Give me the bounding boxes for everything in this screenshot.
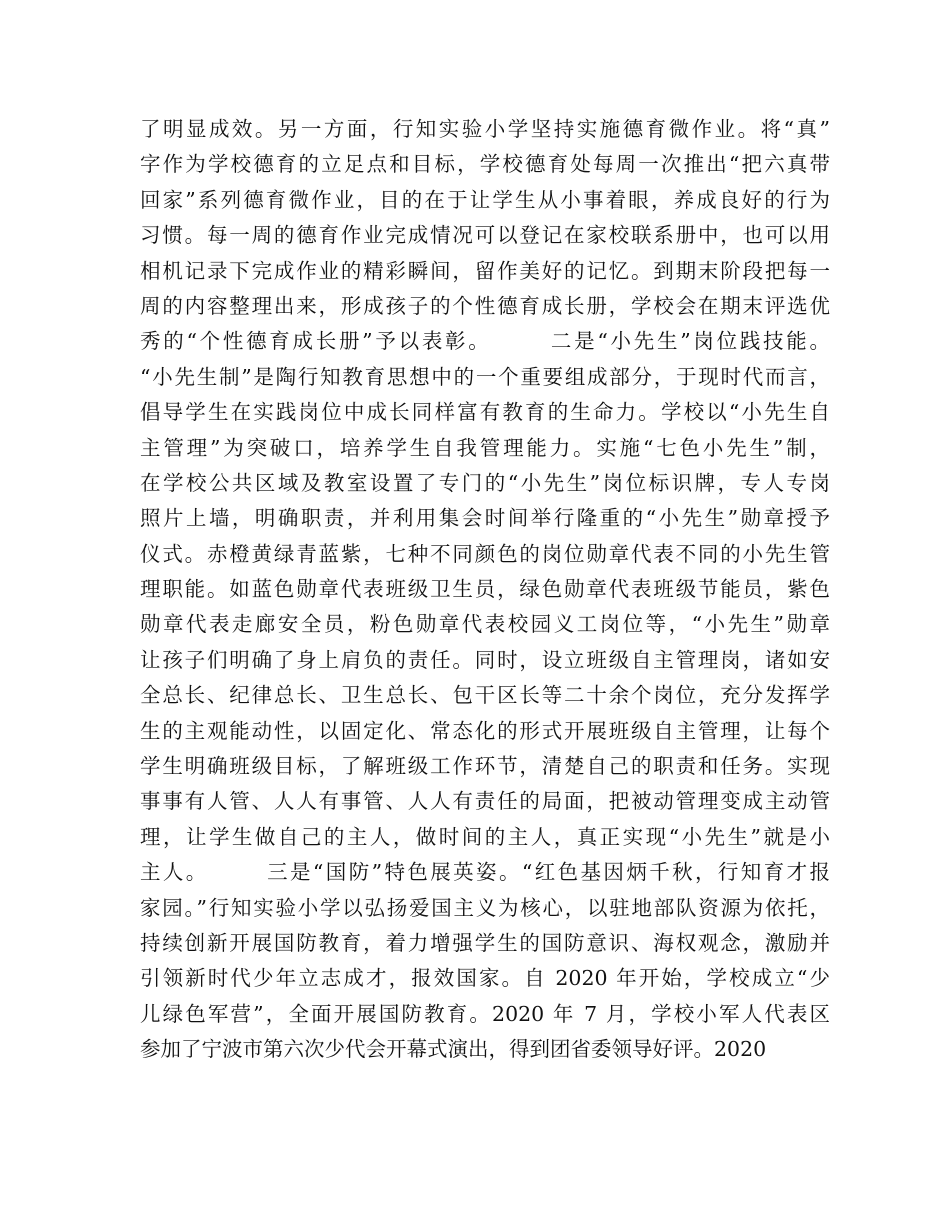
- text-line: “小先生制”是陶行知教育思想中的一个重要组成部分，于现时代而言，: [140, 364, 830, 389]
- text-line: 主管理”为突破口，培养学生自我管理能力。实施“七色小先生”制，: [140, 435, 830, 460]
- text-line: 倡导学生在实践岗位中成长同样富有教育的生命力。学校以“小先生自: [140, 400, 830, 425]
- text-line: 儿绿色军营”，全面开展国防教育。2020 年 7 月，学校小军人代表区: [140, 1001, 830, 1026]
- text-line: 秀的“个性德育成长册”予以表彰。 二是“小先生”岗位践技能。: [140, 329, 830, 354]
- text-line: 引领新时代少年立志成才，报效国家。自 2020 年开始，学校成立“少: [140, 966, 830, 991]
- text-line: 理职能。如蓝色勋章代表班级卫生员，绿色勋章代表班级节能员，紫色: [140, 577, 830, 602]
- text-line: 回家”系列德育微作业，目的在于让学生从小事着眼，养成良好的行为: [140, 187, 830, 212]
- text-line: 习惯。每一周的德育作业完成情况可以登记在家校联系册中，也可以用: [140, 223, 830, 248]
- text-line: 全总长、纪律总长、卫生总长、包干区长等二十余个岗位，充分发挥学: [140, 683, 830, 708]
- text-line: 勋章代表走廊安全员，粉色勋章代表校园义工岗位等，“小先生”勋章: [140, 612, 830, 637]
- text-line: 相机记录下完成作业的精彩瞬间，留作美好的记忆。到期末阶段把每一: [140, 258, 830, 283]
- text-line: 持续创新开展国防教育，着力增强学生的国防意识、海权观念，激励并: [140, 930, 830, 955]
- text-line: 在学校公共区域及教室设置了专门的“小先生”岗位标识牌，专人专岗: [140, 470, 830, 495]
- text-line: 家园。”行知实验小学以弘扬爱国主义为核心，以驻地部队资源为依托，: [140, 895, 830, 920]
- text-line: 理，让学生做自己的主人，做时间的主人，真正实现“小先生”就是小: [140, 824, 830, 849]
- text-line: 字作为学校德育的立足点和目标，学校德育处每周一次推出“把六真带: [140, 152, 830, 177]
- text-line: 主人。 三是“国防”特色展英姿。“红色基因炳千秋，行知育才报: [140, 860, 830, 885]
- text-line: 照片上墙，明确职责，并利用集会时间举行隆重的“小先生”勋章授予: [140, 506, 830, 531]
- text-line: 事事有人管、人人有事管、人人有责任的局面，把被动管理变成主动管: [140, 789, 830, 814]
- body-text: [140, 112, 830, 1068]
- text-line: 周的内容整理出来，形成孩子的个性德育成长册，学校会在期末评选优: [140, 293, 830, 318]
- text-line: 学生明确班级目标，了解班级工作环节，清楚自己的职责和任务。实现: [140, 754, 830, 779]
- text-line: 让孩子们明确了身上肩负的责任。同时，设立班级自主管理岗，诸如安: [140, 647, 830, 672]
- text-line: 仪式。赤橙黄绿青蓝紫，七种不同颜色的岗位勋章代表不同的小先生管: [140, 541, 830, 566]
- text-line: 生的主观能动性，以固定化、常态化的形式开展班级自主管理，让每个: [140, 718, 830, 743]
- text-line: 参加了宁波市第六次少代会开幕式演出，得到团省委领导好评。2020: [140, 1037, 767, 1062]
- text-line: 了明显成效。另一方面，行知实验小学坚持实施德育微作业。将“真”: [140, 117, 830, 141]
